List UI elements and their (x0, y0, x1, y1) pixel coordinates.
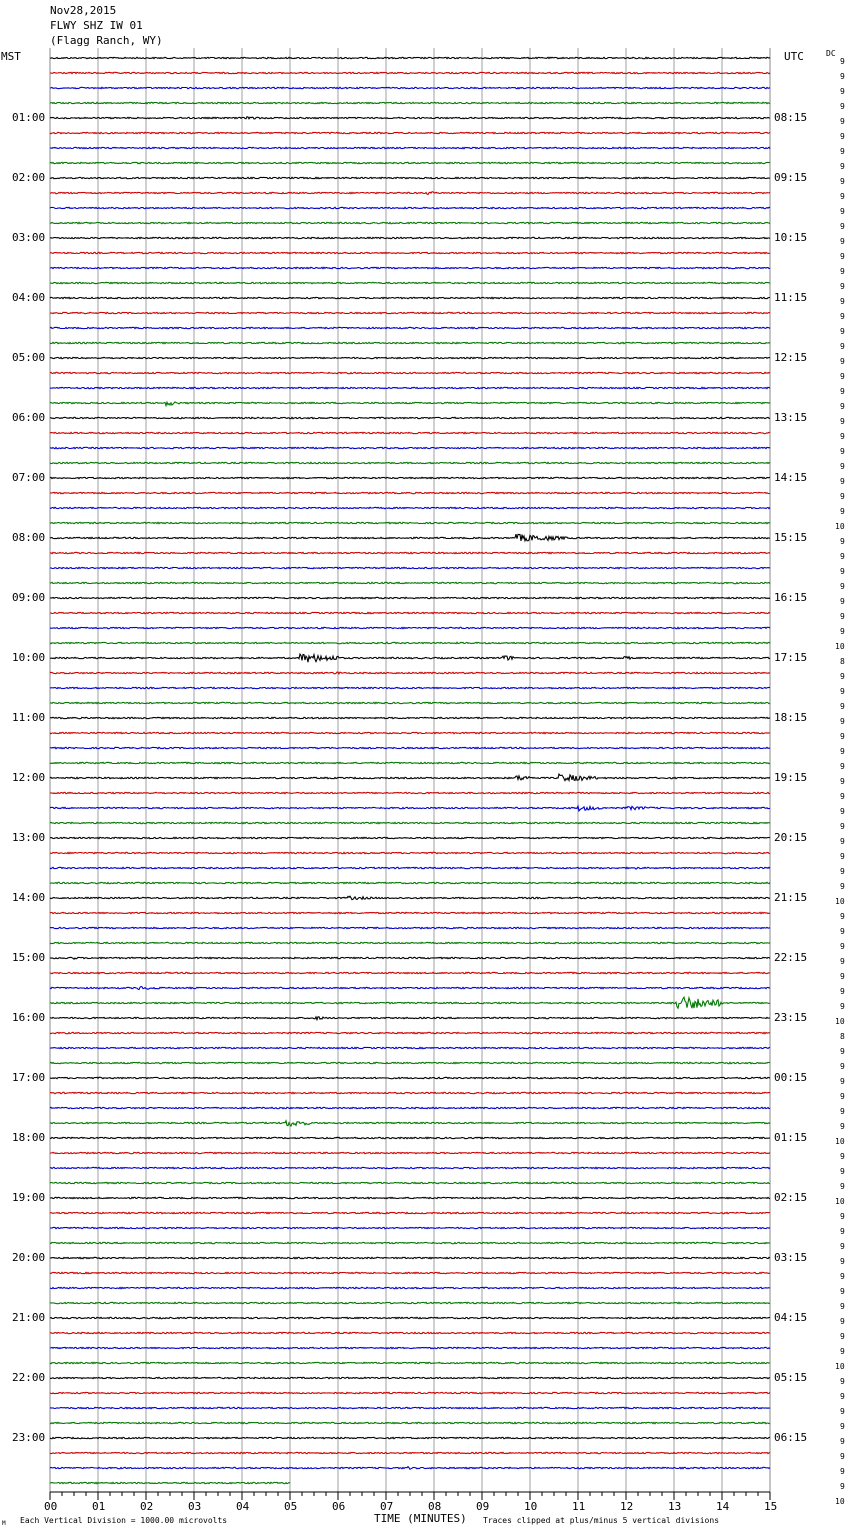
corner-mark: M (2, 1520, 6, 1527)
trace-line (50, 597, 770, 598)
dc-offset-value: 9 (840, 102, 845, 111)
dc-offset-value: 9 (840, 267, 845, 276)
trace-line (50, 57, 770, 58)
trace-line (50, 297, 770, 298)
x-tick-label: 15 (764, 1500, 778, 1513)
trace-line (50, 312, 770, 313)
trace-line (50, 1212, 770, 1213)
trace-line (50, 1347, 770, 1348)
trace-line (50, 1032, 770, 1033)
dc-offset-value: 9 (840, 297, 845, 306)
dc-offset-value: 9 (840, 1422, 845, 1431)
trace-line (50, 192, 770, 195)
trace-line (50, 132, 770, 133)
trace-line (50, 387, 770, 388)
dc-offset-value: 9 (840, 1482, 845, 1491)
right-hour-label: 13:15 (774, 411, 808, 424)
trace-line (50, 792, 770, 793)
dc-offset-value: 9 (840, 1437, 845, 1446)
trace-line (50, 1332, 770, 1333)
dc-offset-value: 9 (840, 702, 845, 711)
trace-line (50, 987, 770, 990)
dc-offset-value: 10 (835, 1362, 845, 1371)
right-hour-label: 19:15 (774, 771, 808, 784)
left-hour-label: 19:00 (12, 1191, 46, 1204)
dc-offset-value: 9 (840, 132, 845, 141)
trace-line (50, 867, 770, 869)
dc-offset-value: 9 (840, 852, 845, 861)
trace-line (50, 177, 770, 178)
trace-line (50, 1377, 770, 1378)
left-hour-label: 01:00 (12, 111, 46, 124)
trace-line (50, 997, 770, 1008)
right-hour-label: 01:15 (774, 1131, 808, 1144)
right-hour-label: 14:15 (774, 471, 808, 484)
dc-offset-value: 9 (840, 1467, 845, 1476)
dc-offset-value: 9 (840, 807, 845, 816)
dc-offset-value: 9 (840, 597, 845, 606)
left-hour-label: 22:00 (12, 1371, 46, 1384)
left-hour-label: 15:00 (12, 951, 46, 964)
dc-offset-value: 9 (840, 762, 845, 771)
trace-line (50, 357, 770, 358)
trace-line (50, 762, 770, 763)
x-tick-label: 01 (92, 1500, 106, 1513)
dc-offset-value: 9 (840, 942, 845, 951)
trace-line (50, 1182, 770, 1183)
trace-line (50, 432, 770, 433)
dc-offset-value: 9 (840, 1227, 845, 1236)
dc-offset-value: 9 (840, 1257, 845, 1266)
header-date: Nov28,2015 (50, 4, 117, 17)
trace-line (50, 252, 770, 253)
dc-offset-value: 10 (835, 642, 845, 651)
x-tick-label: 14 (716, 1500, 730, 1513)
trace-line (50, 102, 770, 103)
trace-line (50, 534, 770, 541)
right-hour-label: 03:15 (774, 1251, 808, 1264)
dc-offset-value: 9 (840, 282, 845, 291)
right-hour-label: 18:15 (774, 711, 808, 724)
dc-offset-value: 9 (840, 972, 845, 981)
x-tick-label: 03 (188, 1500, 202, 1513)
x-tick-label: 11 (572, 1500, 586, 1513)
trace-line (50, 447, 770, 448)
trace-line (50, 627, 770, 628)
left-hour-label: 10:00 (12, 651, 46, 664)
x-tick-label: 04 (236, 1500, 250, 1513)
dc-offset-value: 9 (840, 987, 845, 996)
trace-line (50, 1092, 770, 1093)
x-tick-label: 09 (476, 1500, 490, 1513)
trace-line (50, 1121, 770, 1126)
right-hour-label: 22:15 (774, 951, 808, 964)
trace-line (50, 1062, 770, 1063)
dc-offset-value: 9 (840, 1062, 845, 1071)
trace-line (50, 642, 770, 643)
right-hour-label: 00:15 (774, 1071, 808, 1084)
dc-offset-value: 9 (840, 447, 845, 456)
dc-offset-value: 9 (840, 222, 845, 231)
left-hour-label: 14:00 (12, 891, 46, 904)
dc-offset-value: 9 (840, 567, 845, 576)
dc-offset-value: 9 (840, 357, 845, 366)
x-tick-label: 06 (332, 1500, 346, 1513)
trace-line (50, 1257, 770, 1258)
dc-offset-value: 8 (840, 657, 845, 666)
trace-line (50, 1302, 770, 1303)
dc-offset-value: 9 (840, 1152, 845, 1161)
dc-offset-value: 9 (840, 717, 845, 726)
dc-offset-value: 9 (840, 777, 845, 786)
trace-line (50, 1317, 770, 1318)
trace-line (50, 1137, 770, 1138)
trace-line (50, 507, 770, 508)
x-tick-label: 00 (44, 1500, 58, 1513)
trace-line (50, 72, 770, 73)
dc-label: DC (826, 49, 836, 58)
trace-line (50, 162, 770, 163)
left-timezone-label: MST (1, 50, 21, 63)
dc-offset-value: 9 (840, 1347, 845, 1356)
dc-offset-value: 9 (840, 927, 845, 936)
left-hour-label: 02:00 (12, 171, 46, 184)
left-hour-label: 13:00 (12, 831, 46, 844)
trace-line (50, 207, 770, 208)
trace-line (50, 222, 770, 223)
left-hour-label: 11:00 (12, 711, 46, 724)
dc-offset-value: 9 (840, 627, 845, 636)
dc-offset-value: 9 (840, 1167, 845, 1176)
dc-offset-value: 9 (840, 1107, 845, 1116)
dc-offset-value: 9 (840, 1122, 845, 1131)
dc-offset-value: 9 (840, 837, 845, 846)
dc-offset-value: 9 (840, 1047, 845, 1056)
right-hour-label: 09:15 (774, 171, 808, 184)
trace-line (50, 522, 770, 523)
dc-offset-value: 9 (840, 1182, 845, 1191)
trace-line (50, 1152, 770, 1153)
dc-offset-value: 9 (840, 912, 845, 921)
dc-offset-value: 9 (840, 1077, 845, 1086)
dc-offset-value: 9 (840, 792, 845, 801)
dc-offset-value: 9 (840, 72, 845, 81)
left-hour-label: 05:00 (12, 351, 46, 364)
trace-line (50, 732, 770, 733)
dc-offset-value: 10 (835, 1137, 845, 1146)
left-hour-label: 21:00 (12, 1311, 46, 1324)
trace-line (50, 1467, 770, 1470)
dc-offset-value: 9 (840, 582, 845, 591)
dc-offset-value: 9 (840, 177, 845, 186)
trace-line (50, 1017, 770, 1020)
trace-line (50, 1227, 770, 1228)
right-hour-label: 21:15 (774, 891, 808, 904)
dc-offset-value: 9 (840, 1287, 845, 1296)
trace-line (50, 774, 770, 781)
right-hour-label: 16:15 (774, 591, 808, 604)
dc-offset-value: 9 (840, 687, 845, 696)
dc-offset-value: 9 (840, 477, 845, 486)
trace-line (50, 1392, 770, 1393)
footer-clip-note: Traces clipped at plus/minus 5 vertical divisions (483, 1516, 720, 1525)
trace-line (50, 1452, 770, 1453)
dc-offset-value: 10 (835, 1017, 845, 1026)
x-axis-label: TIME (MINUTES) (374, 1512, 467, 1525)
dc-offset-value: 9 (840, 1407, 845, 1416)
dc-offset-value: 9 (840, 822, 845, 831)
left-hour-label: 23:00 (12, 1431, 46, 1444)
left-hour-label: 16:00 (12, 1011, 46, 1024)
dc-offset-value: 9 (840, 252, 845, 261)
trace-line (50, 702, 770, 703)
dc-offset-value: 9 (840, 1092, 845, 1101)
dc-offset-value: 9 (840, 1392, 845, 1401)
dc-offset-value: 9 (840, 747, 845, 756)
x-tick-label: 08 (428, 1500, 442, 1513)
trace-line (50, 237, 770, 238)
right-hour-label: 17:15 (774, 651, 808, 664)
dc-offset-value: 10 (835, 522, 845, 531)
trace-line (50, 567, 770, 568)
dc-offset-value: 9 (840, 1272, 845, 1281)
trace-line (50, 492, 770, 493)
dc-offset-value: 9 (840, 1377, 845, 1386)
trace-line (50, 1167, 770, 1168)
trace-line (50, 852, 770, 853)
right-hour-label: 12:15 (774, 351, 808, 364)
right-hour-label: 06:15 (774, 1431, 808, 1444)
left-hour-label: 12:00 (12, 771, 46, 784)
dc-offset-value: 9 (840, 147, 845, 156)
dc-offset-value: 9 (840, 87, 845, 96)
trace-line (50, 1047, 770, 1048)
left-hour-label: 20:00 (12, 1251, 46, 1264)
trace-line (50, 717, 770, 718)
dc-offset-value: 10 (835, 897, 845, 906)
trace-line (50, 1272, 770, 1273)
trace-line (50, 117, 770, 119)
x-tick-label: 12 (620, 1500, 634, 1513)
dc-offset-value: 9 (840, 957, 845, 966)
dc-offset-value: 9 (840, 507, 845, 516)
trace-line (50, 147, 770, 148)
trace-line (50, 957, 770, 959)
x-tick-label: 05 (284, 1500, 298, 1513)
trace-line (50, 87, 770, 88)
dc-offset-value: 10 (835, 1197, 845, 1206)
dc-offset-value: 9 (840, 117, 845, 126)
left-hour-label: 09:00 (12, 591, 46, 604)
trace-line (50, 882, 770, 883)
x-tick-label: 10 (524, 1500, 538, 1513)
dc-offset-value: 9 (840, 372, 845, 381)
dc-offset-value: 9 (840, 492, 845, 501)
trace-line (50, 1422, 770, 1423)
trace-line (50, 582, 770, 583)
dc-offset-value: 8 (840, 1032, 845, 1041)
trace-line (50, 672, 770, 674)
right-hour-label: 02:15 (774, 1191, 808, 1204)
right-hour-label: 15:15 (774, 531, 808, 544)
trace-line (50, 552, 770, 553)
dc-offset-value: 9 (840, 867, 845, 876)
dc-offset-value: 9 (840, 1332, 845, 1341)
dc-offset-value: 9 (840, 612, 845, 621)
trace-line (50, 402, 770, 406)
right-hour-label: 04:15 (774, 1311, 808, 1324)
trace-line (50, 267, 770, 268)
dc-offset-value: 9 (840, 1002, 845, 1011)
dc-offset-value: 9 (840, 537, 845, 546)
header-location: (Flagg Ranch, WY) (50, 34, 163, 47)
right-hour-label: 11:15 (774, 291, 808, 304)
dc-offset-value: 9 (840, 1452, 845, 1461)
dc-offset-value: 9 (840, 1302, 845, 1311)
dc-offset-value: 9 (840, 1317, 845, 1326)
dc-offset-value: 9 (840, 57, 845, 66)
trace-line (50, 1287, 770, 1288)
trace-line (50, 1437, 770, 1438)
trace-line (50, 1242, 770, 1243)
trace-line (50, 927, 770, 928)
left-hour-label: 17:00 (12, 1071, 46, 1084)
left-hour-label: 03:00 (12, 231, 46, 244)
left-hour-label: 04:00 (12, 291, 46, 304)
dc-offset-value: 10 (835, 1497, 845, 1506)
footer-scale-note: Each Vertical Division = 1000.00 microvolts (20, 1516, 228, 1525)
left-hour-label: 07:00 (12, 471, 46, 484)
right-hour-label: 23:15 (774, 1011, 808, 1024)
trace-line (50, 822, 770, 823)
header-station: FLWY SHZ IW 01 (50, 19, 143, 32)
dc-offset-value: 9 (840, 342, 845, 351)
trace-line (50, 972, 770, 973)
trace-line (50, 1482, 290, 1483)
dc-offset-value: 9 (840, 327, 845, 336)
dc-offset-value: 9 (840, 417, 845, 426)
trace-line (50, 1197, 770, 1198)
trace-line (50, 342, 770, 343)
trace-line (50, 654, 770, 662)
dc-offset-value: 9 (840, 162, 845, 171)
trace-line (50, 477, 770, 478)
dc-offset-value: 9 (840, 552, 845, 561)
dc-offset-value: 9 (840, 432, 845, 441)
dc-offset-value: 9 (840, 732, 845, 741)
dc-offset-value: 9 (840, 882, 845, 891)
x-tick-label: 07 (380, 1500, 394, 1513)
left-hour-label: 08:00 (12, 531, 46, 544)
dc-offset-value: 9 (840, 402, 845, 411)
trace-line (50, 282, 770, 283)
trace-line (50, 806, 770, 811)
right-timezone-label: UTC (784, 50, 804, 63)
trace-line (50, 837, 770, 838)
right-hour-label: 10:15 (774, 231, 808, 244)
trace-line (50, 327, 770, 328)
dc-offset-value: 9 (840, 1242, 845, 1251)
trace-line (50, 896, 770, 900)
dc-offset-value: 9 (840, 207, 845, 216)
right-hour-label: 05:15 (774, 1371, 808, 1384)
trace-line (50, 912, 770, 913)
right-hour-label: 20:15 (774, 831, 808, 844)
dc-offset-value: 9 (840, 237, 845, 246)
trace-line (50, 747, 770, 748)
trace-line (50, 687, 770, 688)
x-tick-label: 02 (140, 1500, 154, 1513)
dc-offset-value: 9 (840, 387, 845, 396)
trace-line (50, 1107, 770, 1108)
trace-line (50, 372, 770, 373)
dc-offset-value: 9 (840, 462, 845, 471)
trace-line (50, 1362, 770, 1363)
trace-line (50, 942, 770, 943)
x-tick-label: 13 (668, 1500, 682, 1513)
trace-line (50, 1077, 770, 1078)
trace-line (50, 417, 770, 418)
dc-offset-value: 9 (840, 1212, 845, 1221)
left-hour-label: 06:00 (12, 411, 46, 424)
left-hour-label: 18:00 (12, 1131, 46, 1144)
trace-line (50, 1407, 770, 1408)
trace-line (50, 462, 770, 463)
dc-offset-value: 9 (840, 672, 845, 681)
trace-line (50, 612, 770, 613)
dc-offset-value: 9 (840, 192, 845, 201)
dc-offset-value: 9 (840, 312, 845, 321)
right-hour-label: 08:15 (774, 111, 808, 124)
